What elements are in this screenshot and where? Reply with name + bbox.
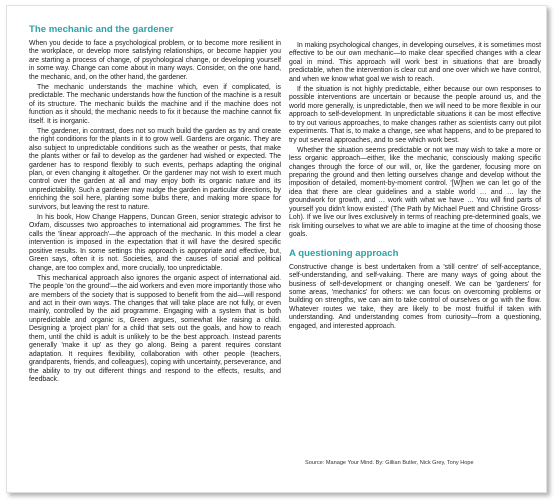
paragraph-mechanic: The mechanic understands the machine which, even if complicated, is predictable. The mechanic understands how the function of the machine is a result of its structure. The mechanic builds the machine and if the machine does not function as it should, the mechanic needs to fix it because the machine cannot fix itself. It is inorganic. (29, 83, 281, 125)
paragraph-constructive-change: Constructive change is best undertaken from a 'still centre' of self-acceptance, self-understanding, and self-valuing. There are many ways of going about the business of self-development or changing oneself. We can be 'gardeners' for some areas, 'mechanics' for others: we can focus on overcoming problems or building on strengths, we can aim to take control of ourselves or go with the flow. Whatever routes we take, they are likely to be most fruitful if taken with understanding. And understanding comes from curiosity—from a questioning, engaged, and interested approach. (289, 263, 541, 330)
source-citation: Source: Manage Your Mind. By: Gillian Butler, Nick Grey, Tony Hope (305, 460, 474, 466)
paragraph-psychological-changes: In making psychological changes, in developing ourselves, it is sometimes most effective to be our own mechanic—to make clear specified changes with a clear goal in mind. This approach will work best in situations that are broadly predictable, when the intervention is clear cut and one over which we have control, and when we know what goal we wish to reach. (289, 42, 541, 83)
right-column (289, 42, 541, 333)
paragraph-green-book: In his book, How Change Happens, Duncan Green, senior strategic advisor to Oxfam, discusses two approaches to international aid programmes. The first he calls the 'linear approach'—the approach of the mechanic. In this model a clear intervention is imposed in the expectation that it will have the desired specific positive results. In some settings this approach is appropriate and effective, but, Green says, often it is not. Societies, and the causes of social and political change, are too complex and, more crucially, too unpredictable. (29, 213, 281, 272)
paragraph-unpredictable: If the situation is not highly predictable, either because our own responses to possible interventions are uncertain or because the people around us, and the world more generally, is unpredictable, then we will need to be more flexible in our approach to self-development. In unpredictable situations it can be most effective to try out various approaches, to make changes rather as scientists carry out pilot experiments. That is, to make a change, see what happens, and to be prepared to try out several approaches, and to see which work best. (289, 85, 541, 144)
paragraph-intro: When you decide to face a psychological problem, or to become more resilient in the workplace, or develop more satisfying relationships, or become happier you are starting a process of change, of psychological change, or developing yourself in some way. Change can come about in many ways. Consider, on the one hand, the mechanic, and, on the other hand, the gardener. (29, 40, 281, 81)
paragraph-gardener: The gardener, in contrast, does not so much build the garden as try and create the right conditions for the plants in it to grow well. Gardens are organic. They are also subject to unpredictable conditions such as the weather or pests, that make the plants wither or fail to develop as the gardener had wished or expected. The gardener has to respond flexibly to such events, perhaps adapting the original plan, or even changing it altogether. Or the gardener may not wish to exert much control over the garden at all and may enjoy both its organic nature and its unpredictability. Such a gardener may nudge the garden in particular directions, by enriching the soil here, planting some bulbs there, and making more space for survivors, but leaving the rest to nature. (29, 127, 281, 211)
section-heading-questioning: A questioning approach (289, 247, 399, 259)
paragraph-mechanical-approach: This mechanical approach also ignores the organic aspect of international aid. The people 'on the ground'—the aid workers and even more importantly those who are members of the society that is supposed to benefit from the aid—will respond and act in their own ways. The changes that will take place are not fully, or even mainly, controlled by the aid programme. Engaging with a system that is both unpredictable and organic is, Green argues, somewhat like raising a child. Designing a 'project plan' for a child that sets out the goals, and how to reach them, until the child is adult is unlikely to be the best approach. Instead parents generally 'make it up' as they go along. Being a parent requires constant adaptation. It requires flexibility, collaboration with other people (teachers, grandparents, friends, and colleagues), coping with uncertainty, perseverance, and the ability to try out different things and respond to the effects, results, and feedback. (29, 274, 281, 384)
paragraph-organic-approach: Whether the situation seems predictable or not we may wish to take a more or less organic approach—either, like the mechanic, consciously making specific changes through the force of our will, or, like the gardener, focusing more on preparing the ground and then letting ourselves change and develop without the imposition of detailed, moment-by-moment control. '[W]hen we can let go of the idea that there are clear guidelines and a stable world … and … lay the groundwork for growth, and … work with what we have … You will find parts of yourself you didn't know existed' (The Path by Michael Puett and Christine Gross-Loh). If we live our lives exclusively in terms of reaching pre-determined goals, we risk limiting ourselves to what we are able to imagine at the time of choosing those goals. (289, 146, 541, 239)
left-column (29, 24, 281, 386)
section-heading-mechanic-gardener: The mechanic and the gardener (29, 24, 174, 35)
document-page (6, 5, 547, 493)
